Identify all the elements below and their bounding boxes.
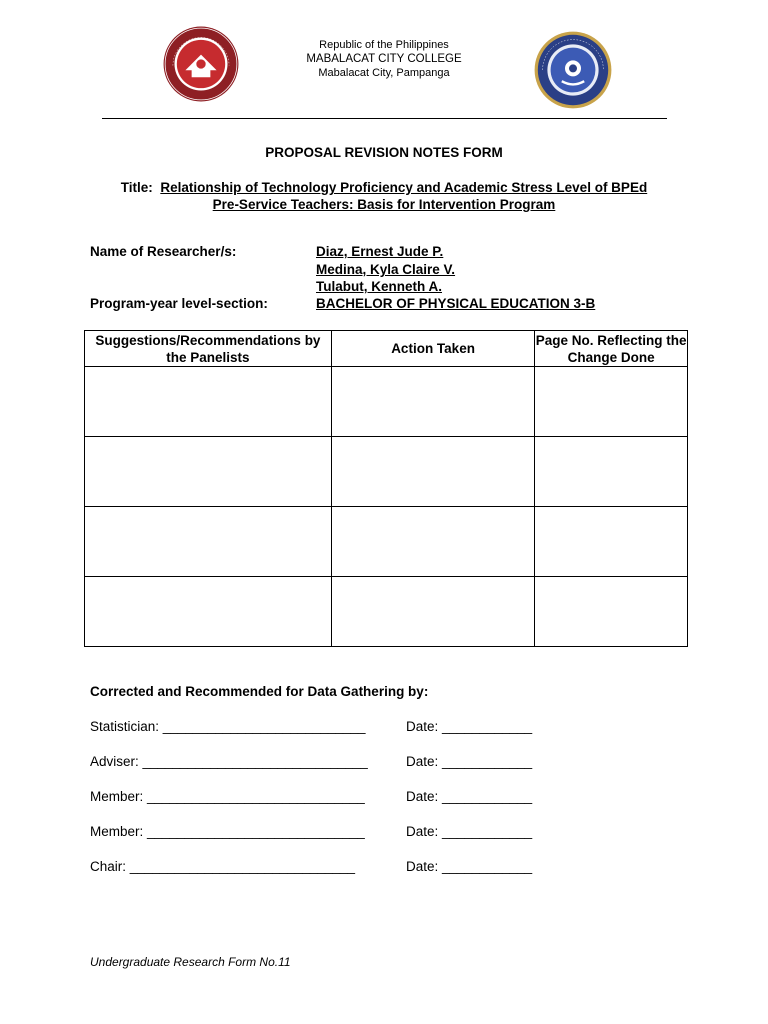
member-1-date[interactable]: Date: ____________ (406, 789, 533, 804)
college-location: Mabalacat City, Pampanga (318, 67, 450, 79)
member-1-line[interactable]: Member: _____________________________ (90, 789, 365, 804)
table-cell[interactable] (85, 507, 332, 577)
table-cell[interactable] (535, 577, 688, 647)
member-2-line[interactable]: Member: _____________________________ (90, 824, 365, 839)
table-cell[interactable] (331, 507, 534, 577)
researcher-1: Diaz, Ernest Jude P. (316, 244, 444, 259)
table-cell[interactable] (331, 367, 534, 437)
table-cell[interactable] (331, 577, 534, 647)
table-cell[interactable] (331, 437, 534, 507)
statistician-line[interactable]: Statistician: ___________________________ (90, 719, 366, 734)
table-cell[interactable] (85, 437, 332, 507)
revision-table (84, 330, 688, 647)
form-heading: PROPOSAL REVISION NOTES FORM (265, 145, 503, 160)
col-suggestions-header: Suggestions/Recommendations by the Panelists (85, 331, 332, 367)
chair-date[interactable]: Date: ____________ (406, 859, 533, 874)
table-cell[interactable] (85, 367, 332, 437)
table-row (85, 437, 688, 507)
header-divider (102, 118, 667, 119)
college-name: MABALACAT CITY COLLEGE (306, 53, 462, 65)
title-label: Title: (120, 180, 153, 195)
table-cell[interactable] (535, 437, 688, 507)
program-label: Program-year level-section: (90, 296, 268, 311)
adviser-line[interactable]: Adviser: ______________________________ (90, 754, 368, 769)
col-page-header: Page No. Reflecting the Change Done (535, 332, 687, 365)
table-header-row (85, 331, 688, 367)
researcher-3: Tulabut, Kenneth A. (316, 279, 442, 294)
republic-text: Republic of the Philippines (319, 39, 449, 51)
title-line-1 (0, 179, 768, 197)
program-value: BACHELOR OF PHYSICAL EDUCATION 3-B (316, 296, 596, 311)
col-action-header: Action Taken (331, 331, 534, 367)
table-cell[interactable] (85, 577, 332, 647)
chair-line[interactable]: Chair: ______________________________ (90, 859, 356, 874)
signatures-heading: Corrected and Recommended for Data Gathering by: (90, 684, 429, 699)
title-text-2: Pre-Service Teachers: Basis for Intervention Program (212, 197, 556, 212)
form-number-footer: Undergraduate Research Form No.11 (90, 955, 291, 969)
adviser-date[interactable]: Date: ____________ (406, 754, 533, 769)
table-row (85, 507, 688, 577)
table-row (85, 367, 688, 437)
researcher-label: Name of Researcher/s: (90, 244, 237, 259)
statistician-date[interactable]: Date: ____________ (406, 719, 533, 734)
title-text-1: Relationship of Technology Proficiency and Academic Stress Level of BPEd (160, 180, 648, 195)
researcher-2: Medina, Kyla Claire V. (316, 262, 456, 277)
member-2-date[interactable]: Date: ____________ (406, 824, 533, 839)
table-cell[interactable] (535, 507, 688, 577)
table-cell[interactable] (535, 367, 688, 437)
table-row (85, 577, 688, 647)
